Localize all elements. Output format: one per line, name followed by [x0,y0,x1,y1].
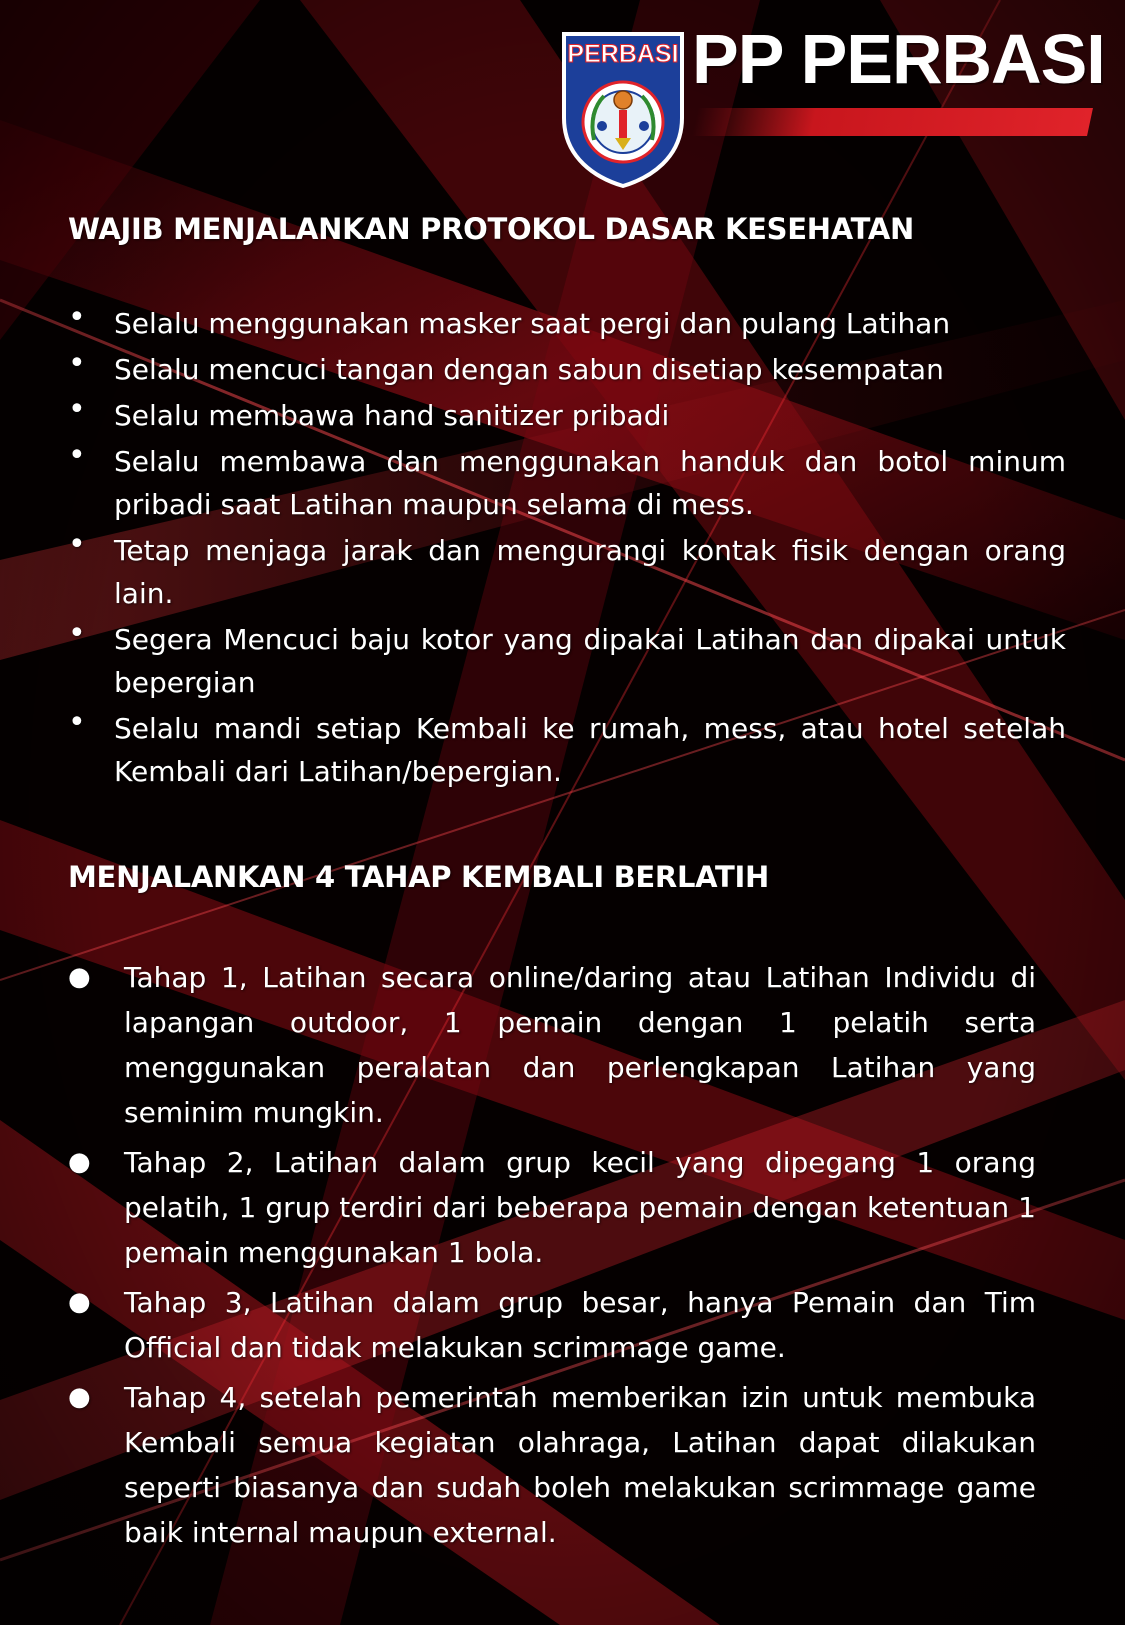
bullet-icon: • [68,616,86,651]
list-item: • Selalu membawa dan menggunakan handuk dan botol minum pribadi saat Latihan maupun selama di mess. [68,440,1066,526]
bullet-icon: • [68,527,86,562]
list-item: • Selalu mandi setiap Kembali ke rumah, mess, atau hotel setelah Kembali dari Latihan/bepergian. [68,707,1066,793]
list-item: ● Tahap 3, Latihan dalam grup besar, hanya Pemain dan Tim Official dan tidak melakukan scrimmage game. [68,1280,1036,1370]
bullet-icon: • [68,438,86,473]
section-heading-protokol: WAJIB MENJALANKAN PROTOKOL DASAR KESEHATAN [68,212,914,246]
list-item: ● Tahap 4, setelah pemerintah memberikan izin untuk membuka Kembali semua kegiatan olahraga, Latihan dapat dilakukan seperti biasanya dan sudah boleh melakukan scrimmage game baik internal maupun external. [68,1375,1036,1555]
bullet-icon: • [68,346,86,381]
bullet-icon: ● [68,962,91,992]
bullet-icon: • [68,705,86,740]
list-item: ● Tahap 2, Latihan dalam grup kecil yang dipegang 1 orang pelatih, 1 grup terdiri dari beberapa pemain dengan ketentuan 1 pemain menggunakan 1 bola. [68,1140,1036,1275]
bullet-icon: • [68,300,86,335]
perbasi-logo-icon [560,30,686,188]
section-heading-tahap: MENJALANKAN 4 TAHAP KEMBALI BERLATIH [68,860,769,894]
list-item: • Selalu membawa hand sanitizer pribadi [68,394,1066,437]
bullet-icon: ● [68,1147,91,1177]
tahap-list [68,955,1036,1560]
bullet-icon: ● [68,1287,91,1317]
protokol-list [68,302,1066,796]
svg-text:PERBASI: PERBASI [567,40,679,68]
list-item: • Selalu mencuci tangan dengan sabun disetiap kesempatan [68,348,1066,391]
list-item: • Segera Mencuci baju kotor yang dipakai Latihan dan dipakai untuk bepergian [68,618,1066,704]
list-item: • Selalu menggunakan masker saat pergi dan pulang Latihan [68,302,1066,345]
bullet-icon: • [68,392,86,427]
list-item: • Tetap menjaga jarak dan mengurangi kontak fisik dengan orang lain. [68,529,1066,615]
title-accent-bar [692,108,1093,136]
list-item: ● Tahap 1, Latihan secara online/daring atau Latihan Individu di lapangan outdoor, 1 pemain dengan 1 pelatih serta menggunakan peralatan dan perlengkapan Latihan yang seminim mungkin. [68,955,1036,1135]
bullet-icon: ● [68,1382,91,1412]
brand-title: PP PERBASI [692,20,1105,98]
